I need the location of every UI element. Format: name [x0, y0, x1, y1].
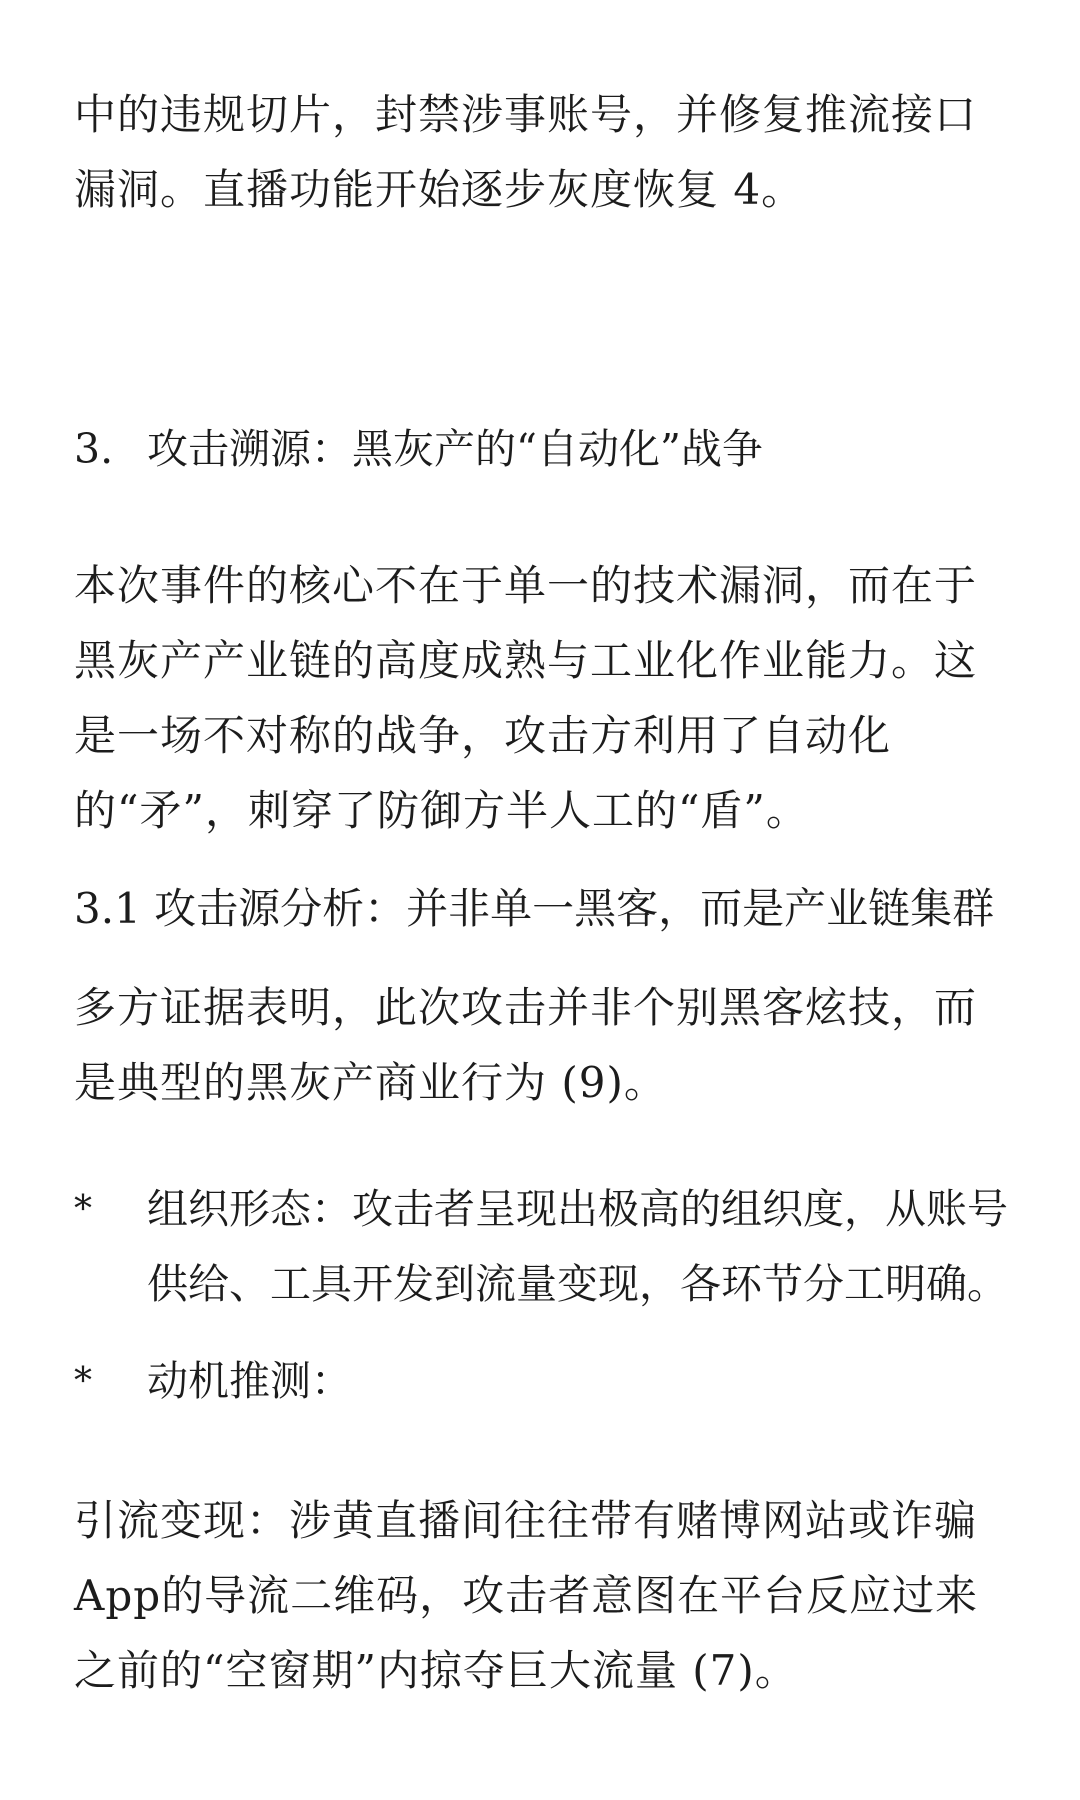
bullet-list: [74, 1172, 1014, 1419]
list-item: [74, 1344, 1014, 1419]
paragraph-section-3: 本次事件的核心不在于单一的技术漏洞，而在于黑灰产产业链的高度成熟与工业化作业能力。这是一场不对称的战争，攻击方利用了自动化的“矛”，刺穿了防御方半人工的“盾”。: [74, 561, 978, 835]
subsection-3-1-heading: 3.1 攻击源分析：并非单一黑客，而是产业链集群: [74, 884, 995, 933]
list-item: [74, 1172, 1014, 1322]
bullet-marker: *: [74, 1189, 92, 1230]
bullet-marker: *: [74, 1361, 92, 1402]
paragraph-subsection-3-1: 多方证据表明，此次攻击并非个别黑客炫技，而是典型的黑灰产商业行为 (9)。: [74, 983, 978, 1107]
section-3-title: 攻击溯源：黑灰产的“自动化”战争: [147, 425, 763, 473]
paragraph-top: 中的违规切片，封禁涉事账号，并修复推流接口漏洞。直播功能开始逐步灰度恢复 4。: [74, 90, 978, 214]
section-3-heading: [74, 412, 1014, 487]
bullet-text: 组织形态：攻击者呈现出极高的组织度，从账号供给、工具开发到流量变现，各环节分工明确。: [147, 1185, 1008, 1308]
bullet-text: 动机推测：: [147, 1357, 352, 1405]
article-body: [74, 0, 1014, 1708]
section-3-number: 3.: [74, 425, 114, 473]
paragraph-bottom: 引流变现：涉黄直播间往往带有赌博网站或诈骗App的导流二维码，攻击者意图在平台反应过来之前的“空窗期”内掠夺巨大流量 (7)。: [74, 1496, 979, 1695]
